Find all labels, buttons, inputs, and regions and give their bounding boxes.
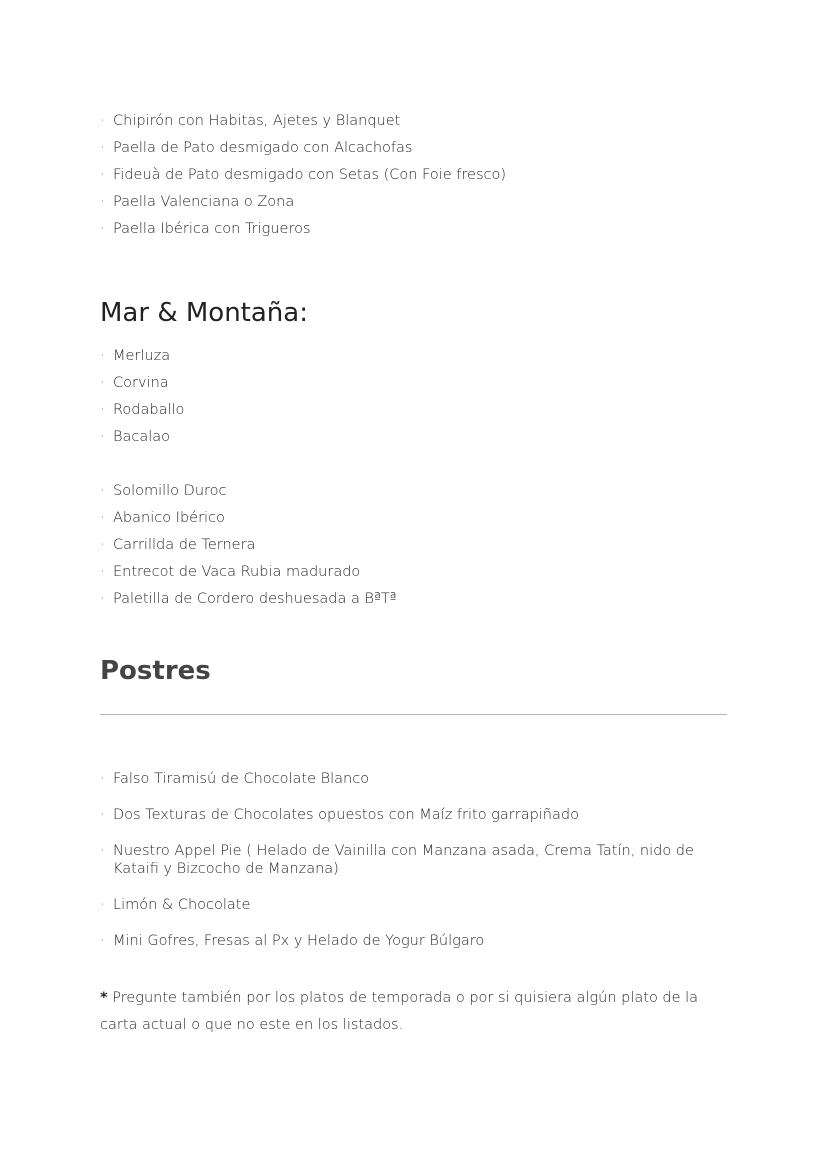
list-item-label: Falso Tiramisú de Chocolate Blanco: [113, 771, 370, 787]
top-dish-list: [100, 112, 506, 247]
footnote-star: *: [100, 990, 108, 1006]
list-item-label: Rodaballo: [113, 402, 185, 418]
list-item-label: Nuestro Appel Pie ( Helado de Vainilla con Manzana asada, Crema Tatín, nido de Kataifi y Bizcocho de Manzana): [113, 843, 694, 877]
list-item-label: Entrecot de Vaca Rubia madurado: [113, 564, 361, 580]
bullet-icon: ·: [100, 897, 105, 913]
section-title-postres: Postres: [100, 656, 211, 686]
list-item: [100, 509, 397, 527]
list-item-label: Dos Texturas de Chocolates opuestos con Maíz frito garrapiñado: [113, 807, 579, 823]
bullet-icon: ·: [100, 807, 105, 823]
list-item-label: Merluza: [113, 348, 171, 364]
list-item: [100, 166, 506, 184]
list-item: [100, 770, 727, 788]
dessert-list: [100, 770, 727, 968]
list-item: [100, 932, 727, 950]
bullet-icon: ·: [100, 167, 105, 183]
bullet-icon: ·: [100, 933, 105, 949]
list-item: [100, 220, 506, 238]
list-item-label: Paella Ibérica con Trigueros: [113, 221, 311, 237]
bullet-icon: ·: [100, 771, 105, 787]
bullet-icon: ·: [100, 375, 105, 391]
bullet-icon: ·: [100, 483, 105, 499]
list-item: [100, 139, 506, 157]
bullet-icon: ·: [100, 221, 105, 237]
list-item: [100, 563, 397, 581]
bullet-icon: ·: [100, 537, 105, 553]
list-item-label: Carrillda de Ternera: [113, 537, 256, 553]
section-title-mar-montana: Mar & Montaña:: [100, 298, 308, 328]
bullet-icon: ·: [100, 140, 105, 156]
footnote-text: Pregunte también por los platos de temporada o por si quisiera algún plato de la carta actual o que no este en los listados.: [100, 990, 699, 1033]
bullet-icon: ·: [100, 348, 105, 364]
list-item: [100, 112, 506, 130]
list-item-label: Mini Gofres, Fresas al Px y Helado de Yogur Búlgaro: [113, 933, 485, 949]
section-divider: [100, 714, 727, 715]
list-item-label: Paella de Pato desmigado con Alcachofas: [113, 140, 413, 156]
list-item-label: Solomillo Duroc: [113, 483, 227, 499]
bullet-icon: ·: [100, 113, 105, 129]
list-item-label: Paletilla de Cordero deshuesada a BªTª: [113, 591, 397, 607]
list-item-label: Fideuà de Pato desmigado con Setas (Con Foie fresco): [113, 167, 507, 183]
bullet-icon: ·: [100, 510, 105, 526]
bullet-icon: ·: [100, 591, 105, 607]
bullet-icon: ·: [100, 402, 105, 418]
list-item: [100, 482, 397, 500]
list-item: [100, 896, 727, 914]
bullet-icon: ·: [100, 429, 105, 445]
list-item: [100, 374, 184, 392]
list-item-label: Chipirón con Habitas, Ajetes y Blanquet: [113, 113, 401, 129]
footnote: [100, 985, 700, 1039]
list-item-label: Corvina: [113, 375, 169, 391]
list-item-label: Paella Valenciana o Zona: [113, 194, 295, 210]
list-item: [100, 401, 184, 419]
list-item: [100, 806, 727, 824]
list-item-label: Limón & Chocolate: [113, 897, 251, 913]
fish-list: [100, 347, 184, 455]
meat-list: [100, 482, 397, 617]
list-item-label: Abanico Ibérico: [113, 510, 225, 526]
list-item: [100, 842, 727, 878]
bullet-icon: ·: [100, 843, 105, 859]
list-item: [100, 347, 184, 365]
list-item: [100, 590, 397, 608]
bullet-icon: ·: [100, 564, 105, 580]
bullet-icon: ·: [100, 194, 105, 210]
list-item: [100, 536, 397, 554]
list-item-label: Bacalao: [113, 429, 171, 445]
list-item: [100, 193, 506, 211]
list-item: [100, 428, 184, 446]
